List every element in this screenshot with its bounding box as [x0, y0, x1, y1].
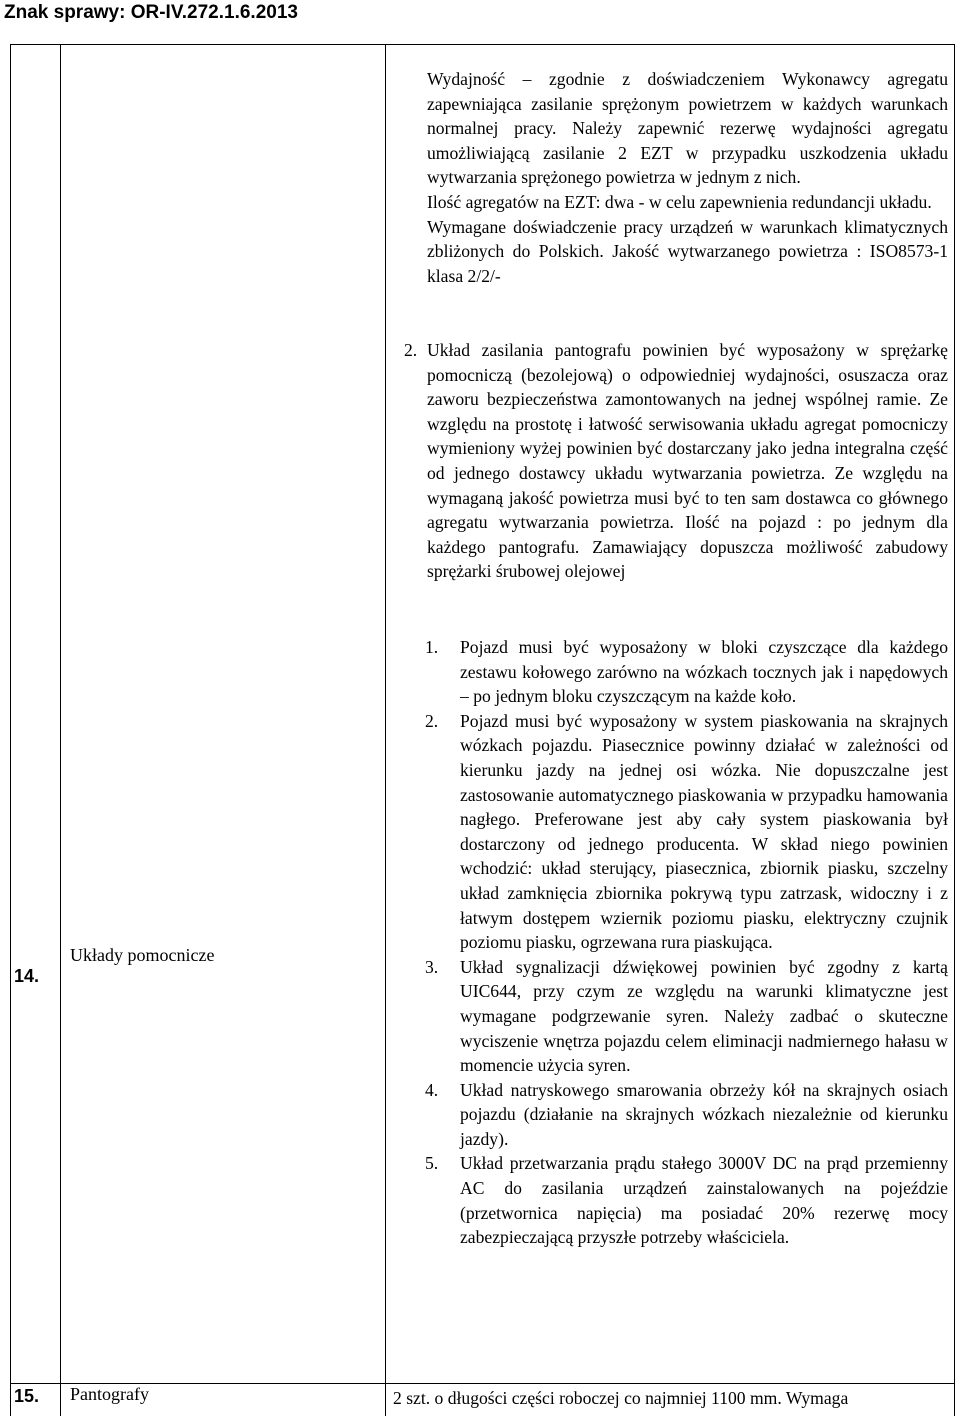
list-item [425, 955, 948, 1078]
row-title: Pantografy [70, 1384, 149, 1404]
item-number: 2. [425, 710, 439, 731]
item-number: 1. [425, 637, 439, 657]
item-text: Pojazd musi być wyposażony w bloki czyszczące dla każdego zestawu kołowego zarówno na wózkach tocznych jak i napędowych – po jednym bloku czyszczącym na każde koło. [460, 637, 948, 707]
row-title: Układy pomocnicze [70, 945, 215, 965]
list-item [425, 635, 948, 709]
auxiliary-systems-list [425, 635, 948, 1250]
pantograph-supply-item [404, 338, 948, 584]
list-item [425, 709, 948, 955]
paragraph-capacity: Wydajność – zgodnie z doświadczeniem Wykonawcy agregatu zapewniająca zasilanie sprężonym powietrzem w każdych warunkach normalnej pracy. Należy zapewnić rezerwę wydajności agregatu umożliwiającą zasilanie 2 EZT w przypadku uszkodzenia układu wytwarzania sprężonego powietrza w jednym z nich. [427, 69, 948, 188]
row-number: 14. [14, 966, 40, 986]
list-item [425, 1078, 948, 1152]
table-top-border [10, 44, 955, 45]
column-divider-number [60, 44, 61, 1416]
table-border-left [10, 44, 11, 1416]
item-text: Układ zasilania pantografu powinien być wyposażony w sprężarkę pomocniczą (bezolejową) o odpowiedniej wydajności, osuszacza oraz zaworu bezpieczeństwa zamontowanych na jednej wspólnej ramie. Ze względu na prostotę i łatwość serwisowania układu agregat pomocniczy wymieniony wyżej powinien być dostarczany jako jedna integralna część od jednego dostawcy układu wytwarzania powietrza. Ze względu na wymaganą jakość powietrza musi być to ten sam dostawca co głównego agregatu wytwarzania powietrza. Ilość na pojazd : po jednym dla każdego pantografu. Zamawiający dopuszcza możliwość zabudowy sprężarki śrubowej olejowej [427, 340, 948, 582]
item-text: Pojazd musi być wyposażony w system piaskowania na skrajnych wózkach pojazdu. Piasecznice powinny działać w zależności od kierunku jazdy na jednej osi wózka. Nie dopuszczalne jest zastosowanie automatycznego piaskowania w przypadku hamowania nagłego. Preferowane jest aby cały system piaskowania był dostarczony od jednego producenta. W skład niego powinien wchodzić: układ sterujący, piasecznica, zbiornik piasku, szczelny układ zamknięcia zbiornika pokrywą typu zatrzask, widoczny i z łatwym dostępem wziernik poziomu piasku, elektryczny czujnik poziomu piasku, ogrzewana rura piaskująca. [460, 710, 948, 953]
column-divider-content [385, 44, 386, 1416]
table-border-right [954, 44, 955, 1416]
item-number: 4. [425, 1079, 439, 1100]
item-text: Układ przetwarzania prądu stałego 3000V DC na prąd przemienny AC do zasilania urządzeń zainstalowanych na pojeździe (przetwornica napięcia) ma posiadać 20% rezerwę mocy zabezpieczającą przyszłe potrzeby właściciela. [460, 1153, 948, 1248]
row-divider [10, 1383, 955, 1384]
item-text: Układ sygnalizacji dźwiękowej powinien być zgodny z kartą UIC644, przy czym ze względu na warunki klimatyczne jest wymagane podgrzewanie syren. Należy zadbać o skuteczne wyciszenie wnętrza pojazdu celem eliminacji nadmiernego hałasu w momencie użycia syren. [460, 956, 948, 1076]
document-reference: Znak sprawy: OR-IV.272.1.6.2013 [4, 2, 298, 23]
item-number: 3. [425, 956, 439, 977]
air-supply-requirements [427, 67, 948, 288]
item-text: Układ natryskowego smarowania obrzeży kół na skrajnych osiach pojazdu (działanie na skrajnych wózkach niezależnie od kierunku jazdy). [460, 1079, 948, 1149]
item-number: 5. [425, 1153, 439, 1174]
item-number: 2. [404, 340, 418, 360]
paragraph-unit-count: Ilość agregatów na EZT: dwa - w celu zapewnienia redundancji układu. [427, 191, 932, 212]
row-number: 15. [14, 1386, 40, 1406]
list-item [425, 1151, 948, 1249]
paragraph-climate-quality: Wymagane doświadczenie pracy urządzeń w warunkach klimatycznych zbliżonych do Polskich. Jakość wytwarzanego powietrza : ISO8573-1 klasa 2/2/- [427, 216, 948, 286]
row-content: 2 szt. o długości części roboczej co najmniej 1100 mm. Wymaga [393, 1388, 849, 1408]
